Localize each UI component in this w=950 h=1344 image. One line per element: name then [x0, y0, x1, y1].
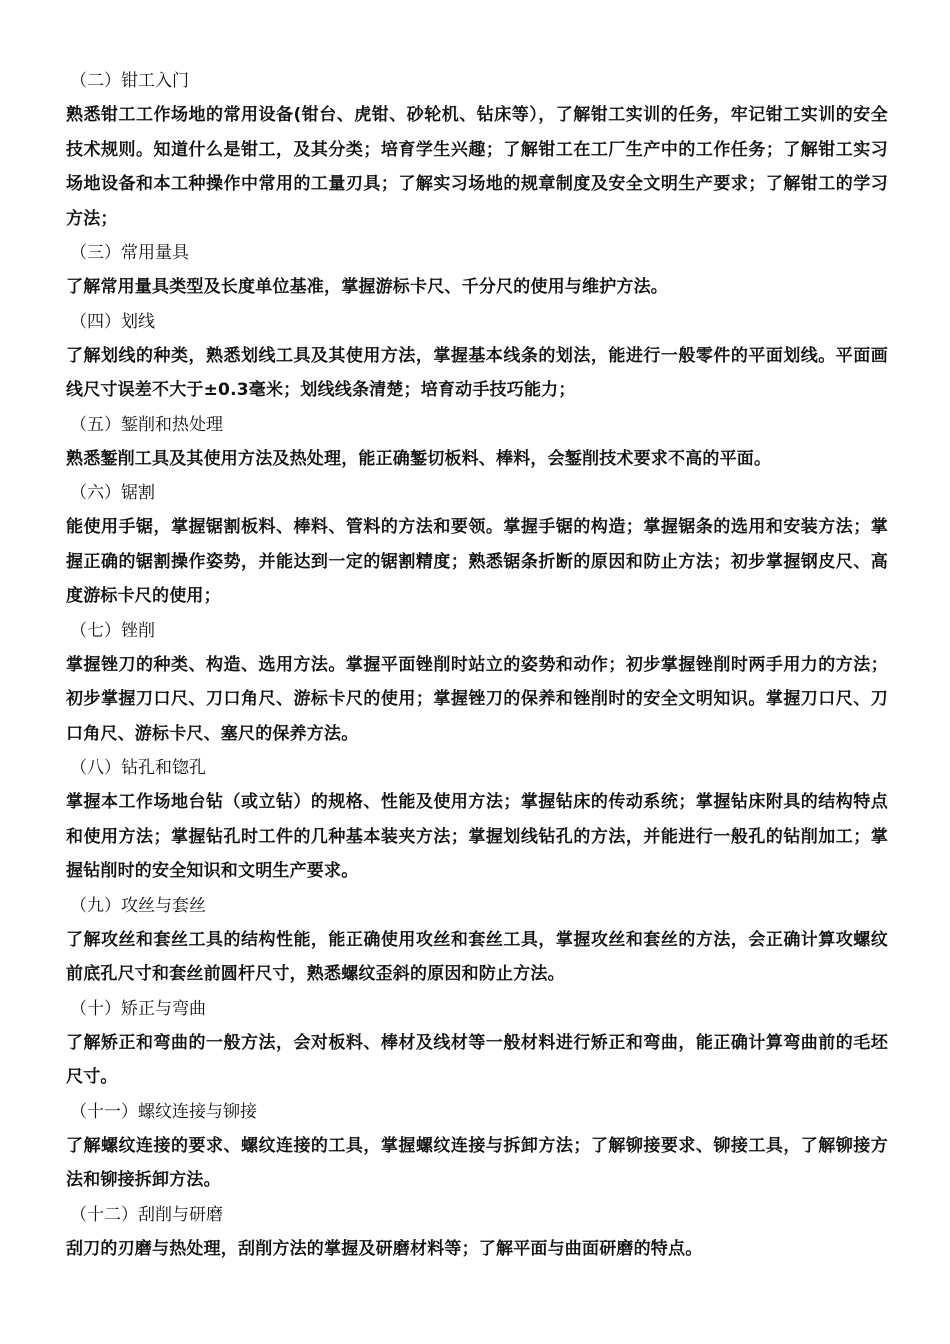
section-basic-intro: [66, 64, 888, 236]
section-body: 熟悉錾削工具及其使用方法及热处理，能正确錾切板料、棒料，会錾削技术要求不高的平面。: [66, 448, 772, 469]
section-riveting: [66, 1095, 888, 1198]
section-heading: （十二）刮削与研磨: [70, 1204, 223, 1225]
section-threading: [66, 889, 888, 992]
section-body: 掌握本工作场地台钻（或立钻）的规格、性能及使用方法；掌握钻床的传动系统；掌握钻床附具的结构特点和使用方法；掌握钻孔时工件的几种基本装夹方法；掌握划线钻孔的方法，并能进行一般孔的钻削加工；掌握钻削时的安全知识和文明生产要求。: [66, 792, 888, 881]
section-body: 掌握锉刀的种类、构造、选用方法。掌握平面锉削时站立的姿势和动作；初步掌握锉削时两手用力的方法；初步掌握刀口尺、刀口角尺、游标卡尺的使用；掌握锉刀的保养和锉削时的安全文明知识。掌握刀口尺、刀口角尺、游标卡尺、塞尺的保养方法。: [66, 654, 888, 744]
section-body: 了解螺纹连接的要求、螺纹连接的工具，掌握螺纹连接与拆卸方法；了解铆接要求、铆接工具，了解铆接方法和铆接拆卸方法。: [66, 1135, 888, 1190]
section-body: 了解常用量具类型及长度单位基准，掌握游标卡尺、千分尺的使用与维护方法。: [66, 277, 668, 297]
section-body: 刮刀的刃磨与热处理，刮削方法的掌握及研磨材料等；了解平面与曲面研磨的特点。: [66, 1238, 703, 1259]
section-chiseling: [66, 408, 888, 477]
section-heading: （八）钻孔和锪孔: [70, 758, 206, 778]
section-body: 能使用手锯，掌握锯割板料、棒料、管料的方法和要领。掌握手锯的构造；掌握锯条的选用和安装方法；掌握正确的锯割操作姿势，并能达到一定的锯割精度；熟悉锯条折断的原因和防止方法；初步掌握钢皮尺、高度游标卡尺的使用；: [66, 517, 888, 606]
section-marking: [66, 305, 888, 408]
section-body: 了解矫正和弯曲的一般方法，会对板料、棒材及线材等一般材料进行矫正和弯曲，能正确计算弯曲前的毛坯尺寸。: [66, 1032, 888, 1087]
section-body: 了解划线的种类，熟悉划线工具及其使用方法，掌握基本线条的划法，能进行一般零件的平面划线。平面画线尺寸误差不大于±0.3毫米；划线线条清楚；培育动手技巧能力；: [66, 345, 888, 400]
section-body: 熟悉钳工工作场地的常用设备(钳台、虎钳、砂轮机、钻床等），了解钳工实训的任务，牢记钳工实训的安全技术规则。知道什么是钳工，及其分类；培育学生兴趣；了解钳工在工厂生产中的工作任务；了解钳工实习场地设备和本工种操作中常用的工量刃具；了解实习场地的规章制度及安全文明生产要求；了解钳工的学习方法；: [66, 105, 888, 229]
section-scraping: [66, 1198, 888, 1267]
section-drilling: [66, 751, 888, 889]
section-heading: （四）划线: [70, 311, 155, 332]
section-heading: （六）锯割: [70, 483, 155, 503]
section-heading: （十一）螺纹连接与铆接: [70, 1101, 257, 1122]
section-heading: （七）锉削: [70, 620, 155, 641]
section-heading: （三）常用量具: [70, 243, 189, 263]
section-sawing: [66, 476, 888, 614]
section-straightening: [66, 992, 888, 1095]
document-page: [66, 64, 888, 1266]
section-heading: （二）钳工入门: [70, 71, 189, 91]
section-heading: （十）矫正与弯曲: [70, 998, 206, 1019]
section-heading: （五）錾削和热处理: [70, 414, 223, 435]
section-filing: [66, 614, 888, 752]
section-heading: （九）攻丝与套丝: [70, 895, 206, 916]
section-measuring-tools: [66, 236, 888, 305]
section-body: 了解攻丝和套丝工具的结构性能，能正确使用攻丝和套丝工具，掌握攻丝和套丝的方法，会正确计算攻螺纹前底孔尺寸和套丝前圆杆尺寸，熟悉螺纹歪斜的原因和防止方法。: [66, 929, 888, 984]
